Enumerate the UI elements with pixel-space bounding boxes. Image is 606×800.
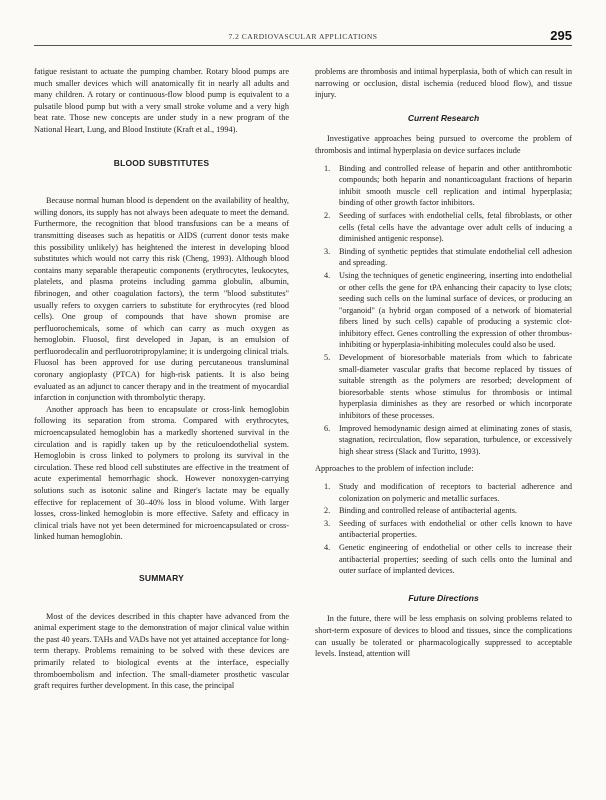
list-item-text: Using the techniques of genetic engineering, inserting into endothelial or other cells the gene for tPA enhancing their capacity to lyse clots; seeding such cells on the luminal surface of devices, or producing an "organoid" (a hybrid organ composed of a network of biomaterial fibers lined by such cells) capable of producing a systemic clot-inhibitory effect. Genes controlling the expression of other thrombus-inhibiting or hyperplasia-inhibiting molecules could also be used. [339, 270, 572, 350]
current-research-heading: Current Research [407, 112, 480, 123]
future-directions-paragraph: In the future, there will be less emphasis on solving problems related to short-term exposure of devices to blood and tissues, since the complications can usually be tolerated or pharmacologically suppressed to acceptable levels. Instead, attention will [315, 614, 572, 659]
list-item-text: Genetic engineering of endothelial or other cells to increase their antibacterial properties; seeding of such cells onto the luminal and outer surface of implanted devices. [339, 542, 572, 576]
header-rule [34, 45, 572, 46]
blood-substitutes-paragraph-2: Another approach has been to encapsulate or cross-link hemoglobin following its separation from stroma. Compared with erythrocytes, microencapsulated hemoglobin has a markedly shortened survival in the circulation and is rapidly taken up by the reticuloendothelial system. Hemoglobin is cross linked to polymers to prolong its survival in the circulation. These red blood cell substitutes are effective in the treatment of acute experimental hemorrhagic shock. However nonoxygen-carrying solutions such as isotonic saline and Ringer's lactate may be equally effective for replacement of 30–40% loss in blood volume. With larger losses, cross-linked hemoglobin is more effective. Safety and efficacy in clinical trials have not yet been determined for microencapsulated or cross-linked human hemoglobin. [34, 404, 289, 542]
list-item [315, 270, 572, 351]
list-item-number: 2. [324, 506, 331, 516]
future-directions-heading: Future Directions [408, 592, 479, 603]
list-item [315, 246, 572, 269]
list-item-number: 5. [324, 353, 331, 363]
list-item-number: 1. [324, 163, 331, 173]
list-item-text: Development of bioresorbable materials from which to fabricate small-diameter vascular grafts that become replaced by tissues of suitable strength as the polymers are resorbed; development of bioresorbable stents whose stimulus for thrombosis or intimal hyperplasia diminishes as they are resorbed or which incorporate inhibitors of these processes. [339, 353, 572, 421]
list-item-number: 3. [324, 246, 331, 256]
list-item [315, 423, 572, 458]
list-item-number: 3. [324, 518, 331, 528]
list-item-text: Binding and controlled release of antibacterial agents. [339, 506, 517, 516]
list-item [315, 210, 572, 245]
list-item-number: 1. [324, 482, 331, 491]
left-column [34, 66, 289, 782]
current-research-lead: Investigative approaches being pursued to overcome the problem of thrombosis and intimal hyperplasia on device surfaces include [315, 134, 572, 155]
list-item-text: Seeding of surfaces with endothelial cells, fetal fibroblasts, or other cells (fetal cells have the advantage over adult cells of inducing a diminished antigenic response). [339, 210, 572, 244]
list-item-text: Binding and controlled release of heparin and other antithrombotic compounds; both heparin and nonanticoagulant fractions of heparin inhibit smooth muscle cell replication and intimal hyperplasia; binding of other growth factor inhibitors. [339, 163, 572, 208]
list-item [315, 518, 572, 541]
list-item [315, 352, 572, 422]
right-intro-paragraph: problems are thrombosis and intimal hyperplasia, both of which can result in narrowing or occlusion, distal ischemia (reduced blood flow), and tissue injury. [315, 67, 572, 100]
list-item-number: 4. [324, 542, 331, 552]
list-item-text: Seeding of surfaces with endothelial or other cells known to have antibacterial properties. [339, 518, 572, 540]
list-item [315, 481, 572, 504]
list-item-text: Binding of synthetic peptides that stimulate endothelial cell adhesion and spreading. [339, 246, 572, 268]
infection-lead: Approaches to the problem of infection include: [315, 464, 474, 474]
list-item-number: 4. [324, 270, 331, 280]
list-item-text: Study and modification of receptors to bacterial adherence and colonization on polymeric and metallic surfaces. [339, 482, 572, 503]
page-number: 295 [550, 28, 572, 43]
list-item-text: Improved hemodynamic design aimed at eliminating zones of stasis, stagnation, recirculation, flow separation, turbulence, or excessively high shear stress (Slack and Turitto, 1993). [339, 423, 572, 456]
list-item [315, 542, 572, 577]
running-head: 7.2 CARDIOVASCULAR APPLICATIONS [228, 32, 378, 41]
summary-paragraph: Most of the devices described in this chapter have advanced from the animal experiment stage to the demonstration of major clinical value within the past 40 years. TAHs and VADs have not yet attained acceptance for long-term therapy. Problems remaining to be solved with these devices are primarily related to biological events at the interface, especially thromboembolism and infection. The small-diameter prosthetic vascular graft requires further development. In this case, the principal [34, 611, 289, 691]
left-intro-paragraph: fatigue resistant to actuate the pumping chamber. Rotary blood pumps are much smaller devices which will anatomically fit in nearly all adults and many children. A rotary or continuous-flow blood pump is equivalent to a pulsatile blood pump but with a very small stroke volume and a very high beat rate. Those new concepts are under study in a new program of the National Heart, Lung, and Blood Institute (Kraft et al., 1994). [34, 67, 289, 134]
list-item [315, 505, 572, 517]
blood-substitutes-paragraph-1: Because normal human blood is dependent on the availability of healthy, willing donors, its supply has not always been adequate to meet the demand. Furthermore, the recognition that blood transfusions can be a means of transmitting diseases such as hepatitis or AIDS (current donor tests make this possibility unlikely) has heightened the interest in developing blood substitutes which would not carry this risk (Cheng, 1993). Although blood contains many separable therapeutic components (erythrocytes, leukocytes, platelets, and plasma proteins including gamma globulin, albumin, fibrinogen, and other coagulation factors), the term "blood substitutes" usually refers to oxygen carriers to substitute for erythrocytes (red blood cells). One group of compounds that have shown promise are perfluorochemicals, some of which can carry as much oxygen as hemoglobin. Fluosol, first developed in Japan, is an emulsion of perfluorodecalin and perfluorotripropylamine; it is undergoing clinical trials. Fluosol has been approved for use during percutaneous transluminal coronary angioplasty (PTCA) for high-risk patients. It is also being evaluated as an adjunct to cancer therapy and in the treatment of myocardial infarction in conjunction with thrombolytic therapy. [34, 196, 289, 403]
list-item [315, 163, 572, 209]
list-item-number: 6. [324, 423, 331, 433]
summary-heading: SUMMARY [139, 572, 184, 583]
right-column [315, 66, 572, 782]
thrombosis-approaches-list [315, 163, 572, 458]
blood-substitutes-heading: BLOOD SUBSTITUTES [113, 157, 210, 168]
infection-approaches-list [315, 481, 572, 577]
list-item-number: 2. [324, 210, 331, 220]
